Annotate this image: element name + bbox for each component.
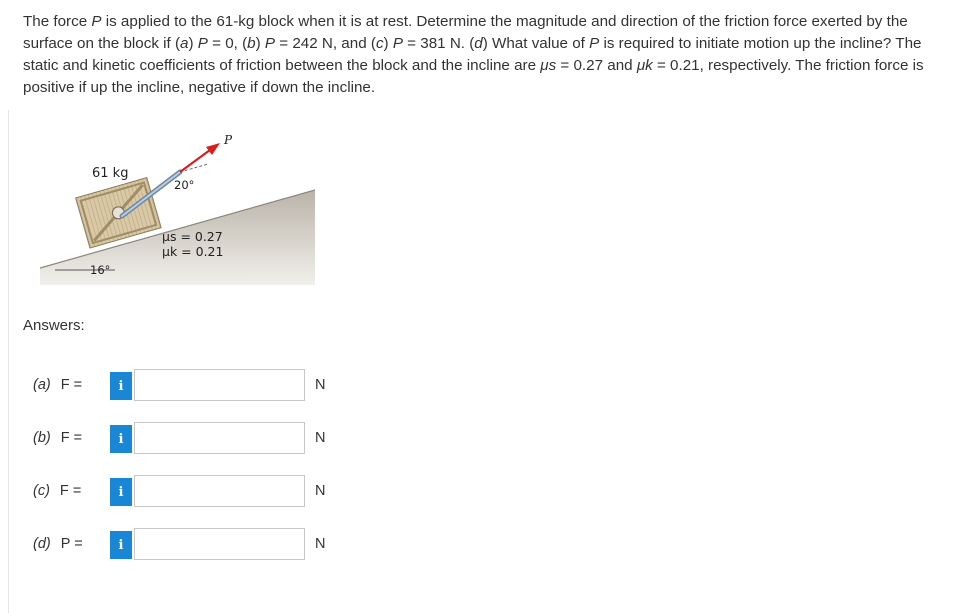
unit-label: N xyxy=(315,483,326,499)
problem-text: = 0, ( xyxy=(207,35,248,52)
unit-label: N xyxy=(315,377,326,393)
problem-statement xyxy=(23,11,948,99)
part-label: (d) xyxy=(33,536,51,552)
part-label: (b) xyxy=(33,430,51,446)
problem-text: is applied to the 61-kg block when it is at rest. Determine the magnitude and direction of the friction force exerted by the surface on the block if ( xyxy=(23,13,908,52)
force-label: P xyxy=(224,133,233,147)
answer-label xyxy=(33,536,83,552)
problem-text: = 381 N. ( xyxy=(402,35,475,52)
problem-var: P xyxy=(91,13,102,30)
equals-sign: = xyxy=(74,536,83,552)
problem-var: P xyxy=(197,35,208,52)
problem-text: = 0.27 and xyxy=(556,57,637,74)
force-arrowhead xyxy=(206,143,220,155)
answer-input-c[interactable] xyxy=(134,475,305,507)
incline-figure xyxy=(40,120,315,290)
problem-var: P xyxy=(589,35,600,52)
answer-row-b xyxy=(0,422,956,456)
answer-input-d[interactable] xyxy=(134,528,305,560)
part-label: (c) xyxy=(33,483,50,499)
problem-text: ) xyxy=(255,35,265,52)
answer-row-c xyxy=(0,475,956,509)
incline-angle-label: 16° xyxy=(90,263,111,277)
answer-label xyxy=(33,430,82,446)
problem-text: The force xyxy=(23,13,92,30)
equals-sign: = xyxy=(72,483,82,499)
problem-var: P xyxy=(392,35,403,52)
problem-text: ) xyxy=(383,35,393,52)
problem-var: a xyxy=(180,35,189,52)
equals-sign: = xyxy=(73,430,83,446)
problem-var: c xyxy=(375,35,384,52)
problem-text: is required to initiate motion up the incline? The static and kinetic coefficients of friction between the block and the incline are xyxy=(23,35,922,74)
problem-var: d xyxy=(474,35,483,52)
problem-text: = 0.21, respectively. The friction force is positive if up the incline, negative if down the incline. xyxy=(23,57,924,96)
var-label: F xyxy=(60,377,70,393)
info-icon[interactable]: i xyxy=(110,425,132,453)
var-label: P xyxy=(60,536,71,552)
var-label: F xyxy=(60,430,70,446)
problem-var: μk xyxy=(636,57,653,74)
problem-var: P xyxy=(264,35,276,52)
answer-row-d xyxy=(0,528,956,562)
answers-heading: Answers: xyxy=(23,317,85,334)
problem-text: ) What value of xyxy=(482,35,590,52)
problem-text: ) xyxy=(188,35,198,52)
answer-label xyxy=(33,377,82,393)
var-label: F xyxy=(59,483,69,499)
info-icon[interactable]: i xyxy=(110,531,132,559)
part-label: (a) xyxy=(33,377,51,393)
unit-label: N xyxy=(315,430,326,446)
force-arrow xyxy=(180,150,210,172)
force-angle-label: 20° xyxy=(174,178,195,192)
kinetic-friction-label: μk = 0.21 xyxy=(162,244,224,259)
answer-label xyxy=(33,483,81,499)
info-icon[interactable]: i xyxy=(110,372,132,400)
problem-var: μs xyxy=(540,57,557,74)
answer-input-a[interactable] xyxy=(134,369,305,401)
info-icon[interactable]: i xyxy=(110,478,132,506)
static-friction-label: μs = 0.27 xyxy=(162,229,223,244)
mass-label: 61 kg xyxy=(92,166,129,181)
equals-sign: = xyxy=(73,377,83,393)
unit-label: N xyxy=(315,536,326,552)
problem-text: = 242 N, and ( xyxy=(275,35,376,52)
answer-row-a xyxy=(0,369,956,403)
problem-var: b xyxy=(247,35,256,52)
answer-input-b[interactable] xyxy=(134,422,305,454)
